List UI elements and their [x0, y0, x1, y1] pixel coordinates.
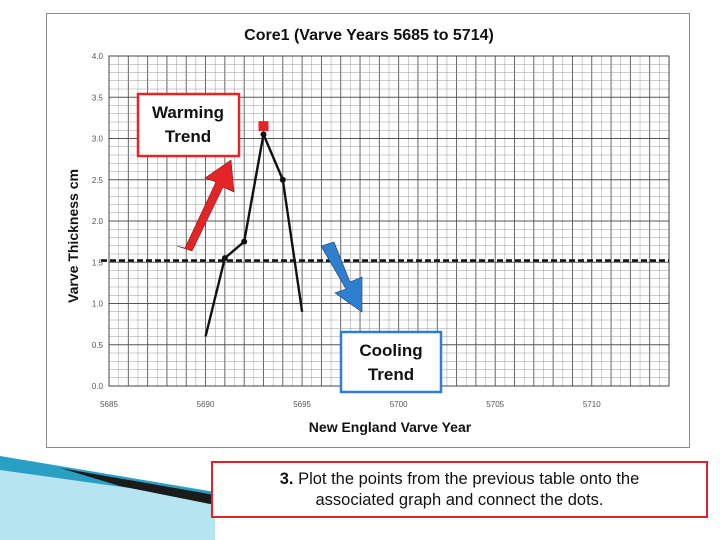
- data-point: [222, 255, 228, 261]
- instruction-text-1: Plot the points from the previous table onto the: [298, 470, 640, 488]
- chart-frame: [46, 13, 690, 448]
- warming-label-line-1: Warming: [151, 103, 225, 122]
- y-tick-label: 1.5: [91, 258, 103, 268]
- y-tick-label: 0.5: [91, 340, 103, 350]
- instruction-line-2: associated graph and connect the dots.: [315, 491, 604, 509]
- y-tick-label: 4.0: [91, 52, 103, 61]
- y-tick-label: 2.0: [91, 217, 103, 226]
- instruction-number: 3.: [279, 470, 294, 488]
- x-tick-label: 5710: [582, 400, 601, 409]
- y-tick-label: 0.0: [91, 382, 103, 391]
- instruction-line-1: [213, 469, 706, 490]
- data-point: [241, 239, 247, 245]
- data-point: [260, 131, 266, 137]
- cooling-label-line-2: Trend: [367, 365, 415, 384]
- warming-label-line-2: Trend: [164, 127, 212, 146]
- chart-title: Core1 (Varve Years 5685 to 5714): [244, 27, 494, 44]
- x-tick-label: 5690: [196, 400, 215, 409]
- y-axis-label: Varve Thickness cm: [65, 169, 81, 303]
- y-tick-label: 1.0: [91, 299, 103, 309]
- cooling-label-line-1: Cooling: [359, 341, 423, 360]
- x-axis-label: New England Varve Year: [308, 419, 472, 435]
- y-tick-label: 3.5: [91, 93, 103, 103]
- y-tick-label: 3.0: [91, 134, 103, 144]
- x-tick-label: 5685: [100, 400, 118, 409]
- highlight-point: [258, 121, 268, 131]
- cooling-arrow-icon: [321, 242, 362, 312]
- x-tick-label: 5705: [486, 400, 505, 409]
- instruction-box: [211, 461, 708, 518]
- chart-svg: [47, 14, 691, 449]
- y-tick-label: 2.5: [91, 175, 103, 185]
- x-tick-label: 5695: [293, 400, 312, 409]
- data-point: [280, 177, 286, 183]
- x-tick-label: 5700: [389, 400, 408, 409]
